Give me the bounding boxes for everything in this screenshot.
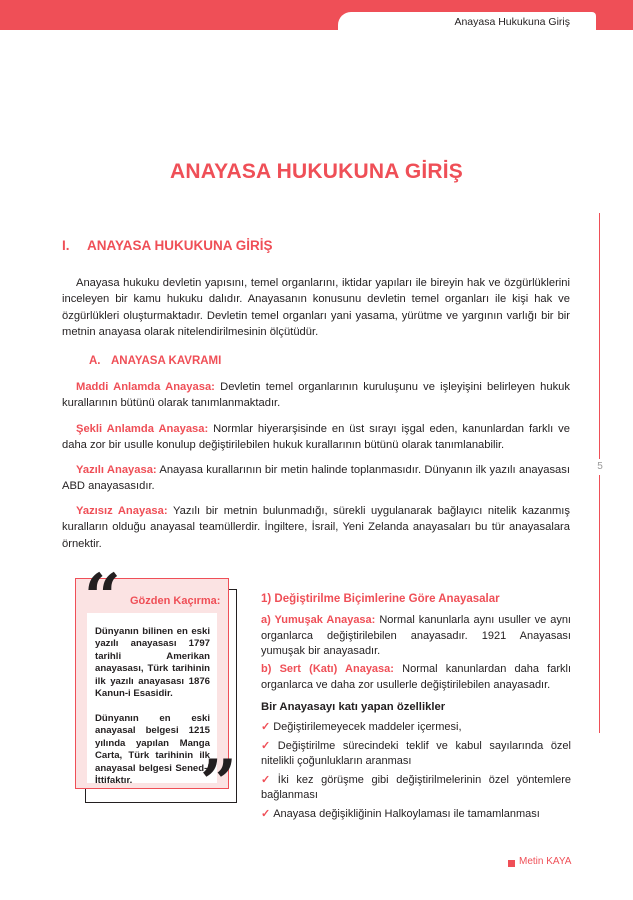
close-quote-icon: ” (200, 746, 237, 821)
definition-paragraph (62, 462, 570, 495)
list-item (261, 773, 571, 804)
footer-author: Metin KAYA (519, 856, 572, 867)
callout-heading: Gözden Kaçırma: (130, 595, 221, 607)
change-method-text: Normal kanunlarla aynı usuller ve aynı organlarca değiştirilebilen anayasadır. 1921 Anayasası yumuşak bir anayasadır. (261, 614, 571, 657)
change-methods-heading: 1) Değiştirilme Biçimlerine Göre Anayasalar (261, 593, 500, 605)
intro-paragraph: Anayasa hukuku devletin yapısını, temel organlarını, iktidar yapıları ile bireyin hak ve özgürlüklerini inceleyen bir kamu hukuku dalıdır. Anayasanın konusunu devletin temel organları ile kişi hak ve özgürlükleri oluşturmaktadır. Devletin temel organları yani yasama, yürütme ve yargının varlığı bir bir metnin anayasa olarak nitelendirilmesinin ölçütüdür. (62, 277, 570, 338)
header-title: Anayasa Hukukuna Giriş (454, 16, 570, 28)
list-item (261, 807, 571, 823)
header-tab (338, 12, 596, 34)
change-method-term: b) Sert (Katı) Anayasa: (261, 663, 394, 675)
footer-square-icon (508, 860, 515, 867)
change-method-item (261, 662, 571, 693)
definition-paragraph (62, 421, 570, 454)
definition-paragraph (62, 503, 570, 552)
definition-text: Devletin temel organlarının kuruluşunu ve işleyişini belirleyen hukuk kurallarının bütünü olarak tanımlanmaktadır. (62, 381, 570, 410)
open-quote-icon: “ (84, 560, 121, 635)
check-icon: ✓ (261, 721, 271, 733)
section-number: I. (62, 238, 70, 253)
definition-term: Yazılı Anayasa: (76, 464, 157, 476)
change-method-item (261, 613, 571, 660)
list-item (261, 720, 571, 736)
list-item-text: Anayasa değişikliğinin Halkoylaması ile tamamlanması (273, 807, 540, 820)
check-icon: ✓ (261, 773, 275, 786)
definition-term: Maddi Anlamda Anayasa: (76, 381, 215, 393)
section-title: ANAYASA HUKUKUNA GİRİŞ (87, 238, 273, 253)
definition-term: Şekli Anlamda Anayasa: (76, 423, 209, 435)
list-item-text: Değiştirilemeyecek maddeler içermesi, (273, 721, 462, 733)
callout-paragraph: Dünyanın bilinen en eski yazılı anayasası 1797 tarihli Amerikan anayasası, Türk tarihinin ilk yazılı anayasası 1876 Kanun-i Esasidir. (95, 626, 210, 700)
page-number: 5 (594, 459, 606, 475)
definition-text: Anayasa kurallarının bir metin halinde toplanmasıdır. Dünyanın ilk yazılı anayasası ABD anayasasıdır. (62, 464, 570, 493)
definition-text: Normlar hiyerarşisinde en üst sırayı işgal eden, kanunlardan farklı ve daha zor bir usulle konulup değiştirilebilen hukuk kurallarının bütünü olarak tanımlanabilir. (62, 423, 570, 452)
list-item (261, 739, 571, 770)
features-list (261, 720, 571, 825)
list-item-text: İki kez görüşme gibi değiştirilmelerinin özel yöntemlere bağlanması (261, 773, 571, 801)
definition-term: Yazısız Anayasa: (76, 505, 168, 517)
list-item-text: Değiştirilme sürecindeki teklif ve kabul sayılarında özel nitelikli çoğunlukların aranması (261, 739, 571, 767)
check-icon: ✓ (261, 739, 275, 752)
definition-text: Yazılı bir metnin bulunmadığı, sürekli uygulanarak bağlayıcı nitelik kazanmış kuralların olduğu anayasal teamüllerdir. İngiltere, İsrail, Yeni Zelanda anayasaları bu tür anayasalara örnektir. (62, 505, 570, 550)
definition-paragraph (62, 379, 570, 412)
change-method-text: Normal kanunlardan daha farklı organlarca ve daha zor usullerle değiştirilebilen anayasadır. (261, 663, 572, 691)
section-heading (62, 238, 273, 253)
subsection-number: A. (89, 355, 101, 367)
change-method-term: a) Yumuşak Anayasa: (261, 614, 376, 626)
page-title: ANAYASA HUKUKUNA GİRİŞ (170, 160, 463, 183)
subsection-heading (89, 355, 221, 367)
callout-paragraph: Dünyanın en eski anayasal belgesi 1215 yılında yapılan Manga Carta, Türk tarihinin ilk anayasal belgesi Sened-i İttifaktır. (95, 713, 210, 787)
subsection-title: ANAYASA KAVRAMI (111, 355, 222, 367)
check-icon: ✓ (261, 807, 271, 820)
features-heading: Bir Anayasayı katı yapan özellikler (261, 701, 446, 713)
